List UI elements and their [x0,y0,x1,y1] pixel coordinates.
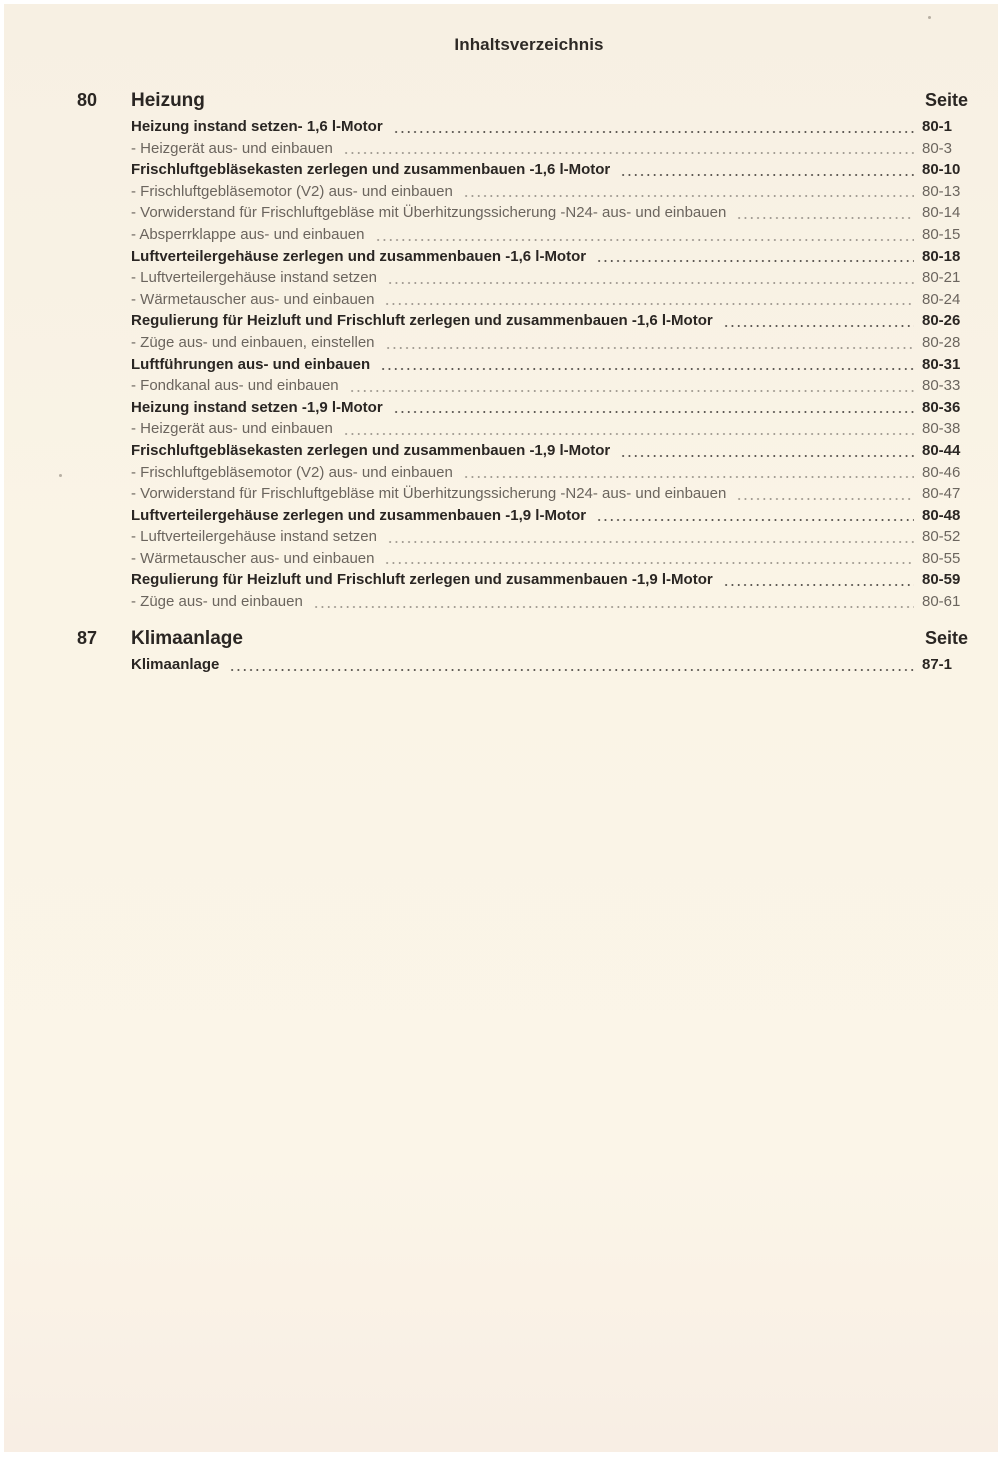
dot-leader [384,303,914,305]
page-number: 80-38 [922,420,961,438]
page-number: 80-46 [922,463,961,481]
entry-label: - Luftverteilergehäuse instand setzen [131,528,377,546]
entry-label: - Vorwiderstand für Frischluftgebläse mit Überhitzungssicherung -N24- aus- und einbauen [131,204,727,222]
toc-subentry[interactable] [131,181,968,203]
dot-leader [393,131,914,133]
toc-entry[interactable] [131,440,968,462]
entry-label: Regulierung für Heizluft und Frischluft zerlegen und zusammenbauen -1,9 l-Motor [131,571,713,589]
entry-label: - Züge aus- und einbauen [131,593,303,611]
section-number: 87 [77,628,98,648]
page-number: 80-15 [922,225,961,243]
entry-label: - Vorwiderstand für Frischluftgebläse mit Überhitzungssicherung -N24- aus- und einbauen [131,485,727,503]
dot-leader [620,174,914,176]
toc-section-klimaanlage [4,628,998,676]
toc-subentry[interactable] [131,138,968,160]
page-number: 80-14 [922,204,961,222]
page-number: 80-24 [922,290,961,308]
entry-label: Luftführungen aus- und einbauen [131,355,371,373]
toc-entry[interactable] [131,354,968,376]
page-number: 80-36 [922,398,961,416]
toc-subentry[interactable] [131,289,968,311]
page-column-header: Seite [924,90,968,110]
toc-entry[interactable] [131,397,968,419]
dot-leader [596,519,914,521]
toc-subentry[interactable] [131,526,968,548]
page-number: 80-18 [922,247,961,265]
dot-leader [313,606,914,608]
dot-leader [596,260,914,262]
toc-entry[interactable] [131,246,968,268]
toc-entry[interactable] [131,505,968,527]
page-number: 80-28 [922,333,961,351]
page-number: 80-61 [922,593,961,611]
entry-label: - Frischluftgebläsemotor (V2) aus- und einbauen [131,463,453,481]
section-header [4,90,998,116]
toc-subentry[interactable] [131,224,968,246]
toc-subentry[interactable] [131,483,968,505]
dot-leader [380,368,914,370]
page-number: 80-10 [922,161,961,179]
dot-leader [385,347,914,349]
entry-label: Frischluftgebläsekasten zerlegen und zusammenbauen -1,6 l-Motor [131,161,611,179]
dot-leader [375,239,915,241]
paper-speck [59,474,62,477]
page-number: 80-47 [922,485,961,503]
dot-leader [463,195,914,197]
dot-leader [349,390,914,392]
toc-subentry[interactable] [131,202,968,224]
entry-label: - Wärmetauscher aus- und einbauen [131,549,375,567]
entry-label: Klimaanlage [131,656,220,673]
dot-leader [620,455,914,457]
page-number: 80-3 [922,139,953,157]
page-number: 80-48 [922,506,961,524]
toc-section-heizung [4,90,998,613]
dot-leader [723,584,914,586]
dot-leader [229,669,914,671]
toc-subentry[interactable] [131,332,968,354]
toc-entry-list [4,116,998,613]
toc-subentry[interactable] [131,418,968,440]
page-number: 80-55 [922,549,961,567]
entry-label: - Heizgerät aus- und einbauen [131,139,333,157]
entry-label: Luftverteilergehäuse zerlegen und zusammenbauen -1,9 l-Motor [131,506,587,524]
entry-label: Heizung instand setzen- 1,6 l-Motor [131,118,383,135]
toc-entry-list [4,654,998,676]
dot-leader [463,476,914,478]
toc-subentry[interactable] [131,548,968,570]
toc-entry[interactable] [131,569,968,591]
dot-leader [736,217,914,219]
section-title: Heizung [131,90,205,111]
toc-entry[interactable] [131,310,968,332]
entry-label: - Züge aus- und einbauen, einstellen [131,333,375,351]
toc-entry[interactable] [131,654,968,676]
entry-label: - Wärmetauscher aus- und einbauen [131,290,375,308]
page-number: 80-26 [922,312,961,330]
page-title: Inhaltsverzeichnis [454,35,604,54]
dot-leader [736,498,914,500]
entry-label: - Absperrklappe aus- und einbauen [131,225,365,243]
dot-leader [387,282,914,284]
page-number: 80-33 [922,377,961,395]
dot-leader [393,411,914,413]
toc-subentry[interactable] [131,591,968,613]
section-number: 80 [77,90,98,110]
toc-subentry[interactable] [131,375,968,397]
dot-leader [723,325,914,327]
entry-label: - Fondkanal aus- und einbauen [131,377,339,395]
toc-subentry[interactable] [131,267,968,289]
page-number: 80-13 [922,182,961,200]
page-number: 80-52 [922,528,961,546]
section-header [4,628,998,654]
page-column-header: Seite [924,628,968,648]
toc-subentry[interactable] [131,462,968,484]
entry-label: - Heizgerät aus- und einbauen [131,420,333,438]
document-page [4,4,998,1452]
page-number: 80-31 [922,355,961,373]
entry-label: - Luftverteilergehäuse instand setzen [131,269,377,287]
page-number: 80-59 [922,571,961,589]
page-number: 80-21 [922,269,961,287]
entry-label: Heizung instand setzen -1,9 l-Motor [131,398,383,416]
entry-label: Frischluftgebläsekasten zerlegen und zusammenbauen -1,9 l-Motor [131,441,611,459]
dot-leader [343,152,914,154]
entry-label: Luftverteilergehäuse zerlegen und zusammenbauen -1,6 l-Motor [131,247,587,265]
section-title: Klimaanlage [131,628,243,649]
toc-entry[interactable] [131,116,968,138]
entry-label: - Frischluftgebläsemotor (V2) aus- und einbauen [131,182,453,200]
page-number: 87-1 [922,656,953,673]
paper-speck [928,16,931,19]
dot-leader [384,562,914,564]
page-number: 80-1 [922,118,953,135]
dot-leader [343,433,914,435]
entry-label: Regulierung für Heizluft und Frischluft zerlegen und zusammenbauen -1,6 l-Motor [131,312,713,330]
toc-entry[interactable] [131,159,968,181]
dot-leader [387,541,914,543]
page-number: 80-44 [922,441,961,459]
